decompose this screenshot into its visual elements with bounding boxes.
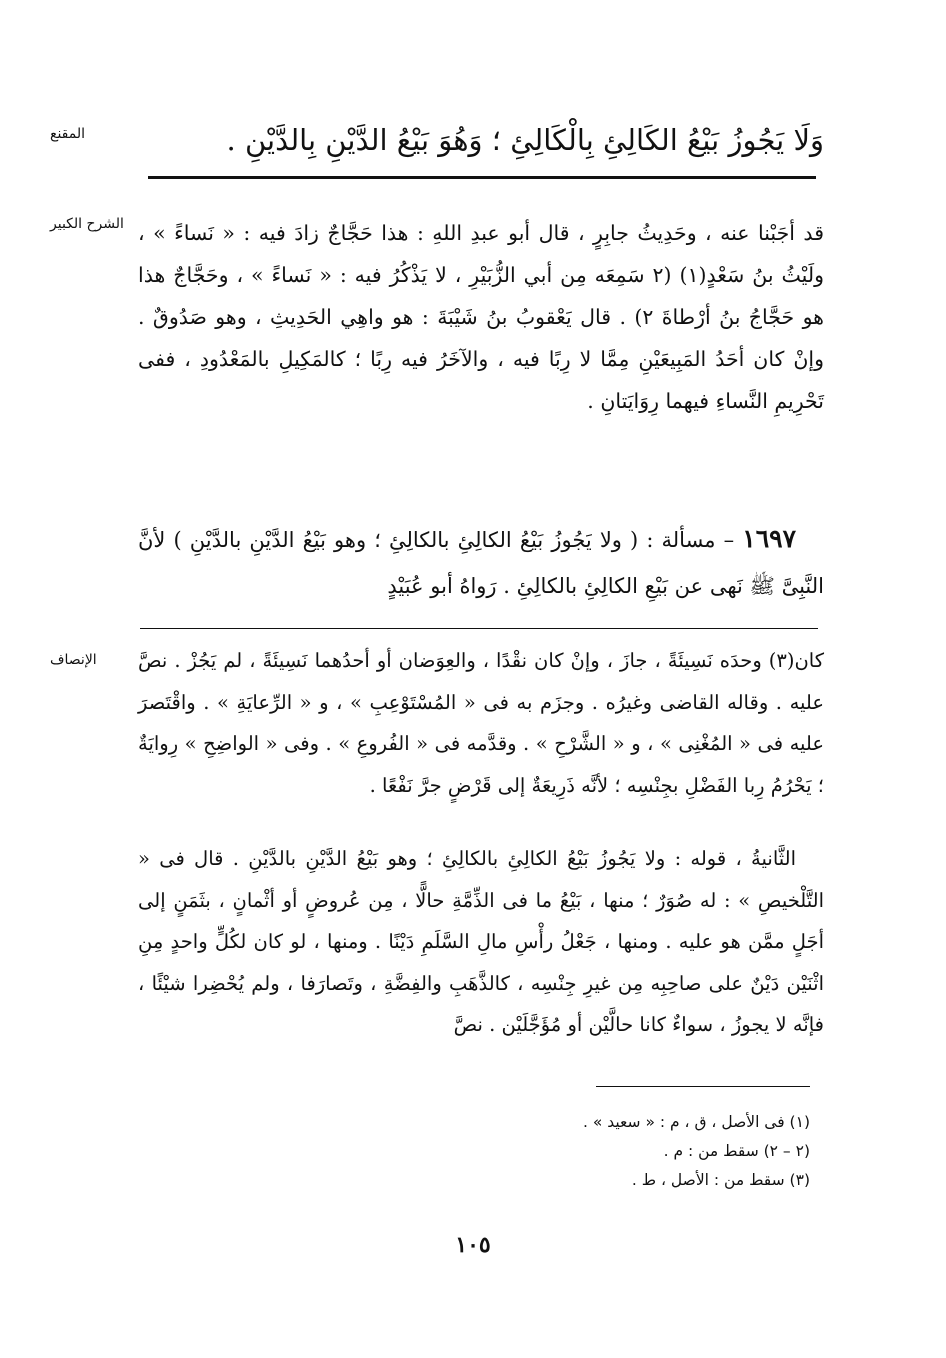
- matn-text: وَلَا يَجُوزُ بَيْعُ الكَالِئِ بِالْكَالِئِ ؛ وَهُوَ بَيْعُ الدَّيْنِ بِالدَّيْنِ .: [226, 123, 824, 157]
- footnote-2: (٢ – ٢) سقط من : م .: [663, 1142, 810, 1160]
- masala-number: ١٦٩٧: [742, 524, 796, 553]
- masala-text: – مسألة : ( ولا يَجُوزُ بَيْعُ الكالِئِ بالكالِئِ ؛ وهو بَيْعُ الدَّيْنِ بالدَّيْنِ ) لأنَّ النَّبِىَّ ﷺ نَهى عن بَيْعِ الكالِئِ بالكالِئِ . رَواهُ أبو عُبَيْدٍ: [138, 528, 824, 598]
- insaf-paragraph-2: الثَّانيةُ ، قوله : ولا يَجُوزُ بَيْعُ الكالِئِ بالكالِئِ ؛ وهو بَيْعُ الدَّيْنِ بالدَّيْنِ . قال فى « التَّلْخيصِ » : له صُوَرٌ ؛ منها ، بَيْعُ ما فى الذِّمَّةِ حالًّا ، مِن عُروضٍ أو أثْمانٍ ، بثَمَنٍ إلى أجَلٍ ممَّن هو عليه . ومنها ، جَعْلُ رأْسِ مالِ السَّلَمِ دَيْنًا . ومنها ، لو كان لكُلٍّ واحدٍ مِنِ اثْنَيْن دَيْنٌ على صاحِبِه مِن غيرِ جِنْسِه ، كالذَّهَبِ والفِضَّةِ ، وتَصارَفا ، ولم يُحْضِرا شيْئًا ، فإنَّه لا يجوزُ ، سواءٌ كانا حالَّيْن أو مُؤَجَّلَيْن . نصَّ: [138, 847, 824, 1037]
- masala-paragraph: [138, 516, 824, 609]
- label-insaf: الإنصاف: [50, 652, 97, 668]
- insaf-paragraph-1: كان(٣) وحدَه نَسِيئَةً ، جازَ ، وإنْ كان نقْدًا ، والعِوَضان أو أحدُهما نَسِيئَةً ، لم يَجُزْ . نصَّ عليه . وقاله القاضى وغيرُه . وجزَم به فى « المُسْتَوْعِبِ » ، و « الرِّعايَةِ » . واقْتَصرَ عليه فى « المُغْنِى » ، و « الشَّرْحِ » . وقدَّمه فى « الفُروعِ » . وفى « الواضِحِ » رِوايَةٌ ؛ يَحْرُمُ رِبا الفَضْلِ بجِنْسِه ؛ لأنَّه ذَرِيعَةٌ إلى قَرْضٍ جرَّ نَفْعًا .: [138, 649, 824, 797]
- label-sharh: الشرح الكبير: [50, 216, 124, 232]
- sharh-paragraph: قد أجَبْنا عنه ، وحَدِيثُ جابِرٍ ، قال أبو عبدِ اللهِ : هذا حَجَّاجٌ زادَ فيه : « نَساءً » ، ولَيْثُ بنُ سَعْدٍ(١) (٢ سَمِعَه مِن أبي الزُّبَيْرِ ، لا يَذْكُرُ فيه : « نَساءً » ، وحَجَّاجٌ هذا هو حَجَّاجُ بنُ أرْطاةَ ٢) . قال يَعْقوبُ بنُ شَيْبَةَ : هو واهِي الحَدِيثِ ، وهو صَدُوقٌ . وإنْ كان أحَدُ المَبِيعَيْنِ مِمَّا لا رِبًا فيه ، والآخَرُ فيه رِبًا ؛ كالمَكِيلِ بالمَعْدُودِ ، ففى تَحْرِيمِ النَّساءِ فيهما رِوَايَتانِ .: [138, 221, 824, 413]
- insaf-divider: [140, 628, 818, 629]
- footnote-1: (١) فى الأصل ، ق ، م : « سعيد » .: [582, 1113, 810, 1131]
- label-muqni: المقنع: [50, 126, 86, 142]
- footnote-divider: [596, 1086, 810, 1087]
- matn-divider: [148, 176, 816, 179]
- footnote-3: (٣) سقط من : الأصل ، ط .: [631, 1171, 810, 1189]
- page-number: ١٠٥: [455, 1232, 491, 1258]
- footnotes: [440, 1108, 810, 1195]
